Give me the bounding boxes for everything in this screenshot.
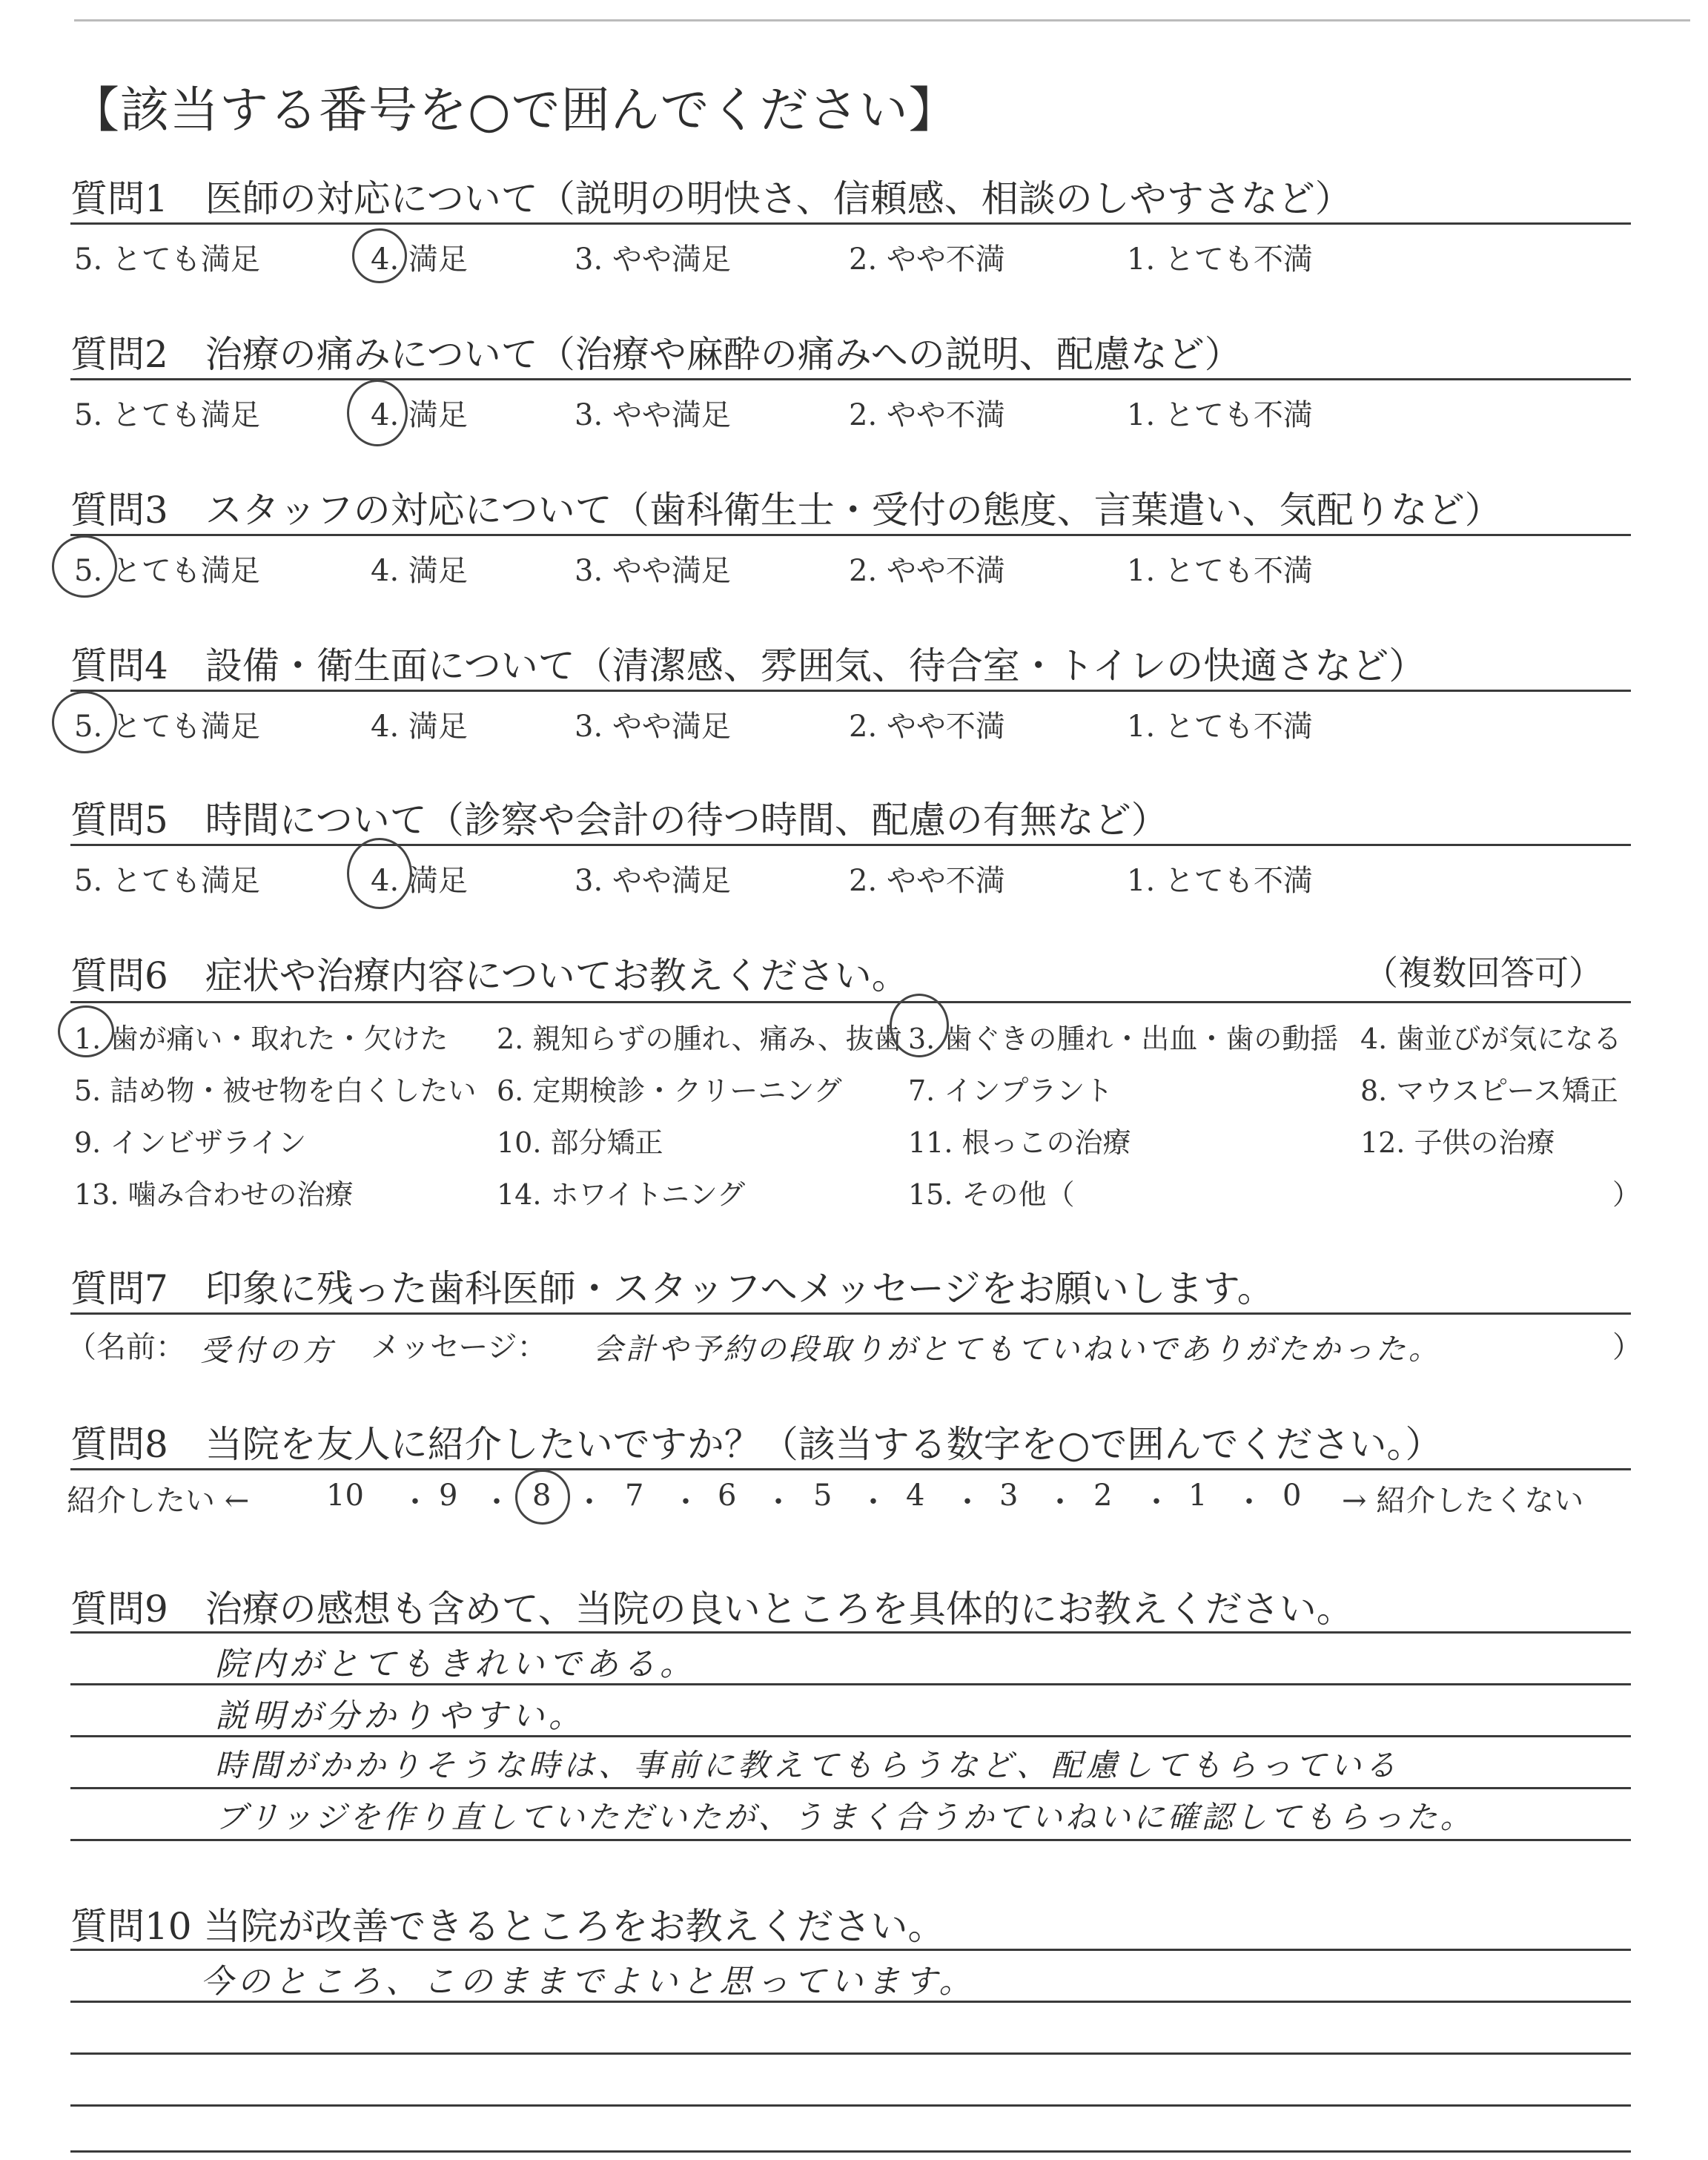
q8-separator: ・ [858,1485,888,1519]
q2-option-1[interactable]: 1. とても不満 [1127,398,1313,432]
q7-close-paren: ） [1612,1330,1642,1364]
q2-option-3[interactable]: 3. やや満足 [575,398,731,432]
q9-rule-1 [70,1631,1631,1634]
q8-separator: ・ [400,1485,430,1519]
q9-answer-line-4[interactable]: ブリッジを作り直していただいたが、うまく合うかていねいに確認してもらった。 [215,1799,1474,1835]
q8-scale-8[interactable]: 8 [532,1479,552,1513]
q8-scale-3[interactable]: 3 [999,1479,1019,1513]
q9-rule-5 [70,1839,1631,1841]
q6-option-13[interactable]: 13. 噛み合わせの治療 [74,1178,354,1211]
q1-title: 質問1 医師の対応について（説明の明快さ、信頼感、相談のしやすさなど） [70,177,1352,220]
q8-scale-4[interactable]: 4 [906,1479,925,1513]
q8-left-label: 紹介したい ← [67,1484,250,1518]
q1-option-1[interactable]: 1. とても不満 [1127,242,1313,277]
q8-scale-7[interactable]: 7 [625,1479,644,1513]
q2-rule [70,378,1631,380]
q10-rule-5 [70,2150,1631,2153]
q8-scale-0[interactable]: 0 [1282,1479,1302,1513]
q8-separator: ・ [1234,1485,1264,1519]
q2-option-4[interactable]: 4. 満足 [371,398,468,432]
q4-option-3[interactable]: 3. やや満足 [575,710,731,744]
q3-title: 質問3 スタッフの対応について（歯科衛生士・受付の態度、言葉遣い、気配りなど） [70,489,1502,532]
q9-answer-line-2[interactable]: 説明が分かりやすい。 [215,1697,586,1735]
q8-scale-10[interactable]: 10 [326,1479,364,1513]
q6-option-12[interactable]: 12. 子供の治療 [1360,1126,1555,1159]
q6-option-7[interactable]: 7. インプラント [908,1074,1113,1107]
q6-rule [70,1001,1631,1003]
q5-title: 質問5 時間について（診察や会計の待つ時間、配慮の有無など） [70,799,1168,842]
page-title: 【該当する番号を○で囲んでください】 [70,82,959,139]
q3-option-3[interactable]: 3. やや満足 [575,554,731,588]
q5-option-3[interactable]: 3. やや満足 [575,864,731,898]
q7-title: 質問7 印象に残った歯科医師・スタッフへメッセージをお願いします。 [70,1267,1274,1310]
q10-rule-1 [70,1949,1631,1951]
q6-title: 質問6 症状や治療内容についてお教えください。 [70,954,909,997]
q4-option-4[interactable]: 4. 満足 [371,710,468,744]
q5-option-2[interactable]: 2. やや不満 [849,864,1005,898]
q8-separator: ・ [482,1485,512,1519]
q2-title: 質問2 治療の痛みについて（治療や麻酔の痛みへの説明、配慮など） [70,333,1242,376]
q8-separator: ・ [671,1485,701,1519]
q4-rule [70,690,1631,692]
q7-name-label: （名前： [67,1330,185,1364]
q8-title: 質問8 当院を友人に紹介したいですか？（該当する数字を○で囲んでください。） [70,1423,1443,1466]
q10-rule-4 [70,2104,1631,2107]
q6-option-2[interactable]: 2. 親知らずの腫れ、痛み、抜歯 [497,1023,902,1055]
q2-option-5[interactable]: 5. とても満足 [74,398,260,432]
q3-option-4[interactable]: 4. 満足 [371,554,468,588]
q5-rule [70,844,1631,846]
q6-option-8[interactable]: 8. マウスピース矯正 [1360,1074,1618,1107]
q5-option-1[interactable]: 1. とても不満 [1127,864,1313,898]
q8-separator: ・ [1045,1485,1075,1519]
q6-option-6[interactable]: 6. 定期検診・クリーニング [497,1074,842,1107]
q8-separator: ・ [1142,1485,1171,1519]
q1-option-2[interactable]: 2. やや不満 [849,242,1005,277]
q6-other-close-paren: ） [1612,1178,1641,1211]
q5-selection-circle [347,838,412,909]
q7-message-value[interactable]: 会計や予約の段取りがとてもていねいでありがたかった。 [593,1332,1441,1367]
q9-title: 質問9 治療の感想も含めて、当院の良いところを具体的にお教えください。 [70,1588,1354,1631]
q3-option-2[interactable]: 2. やや不満 [849,554,1005,588]
q7-rule [70,1312,1631,1315]
q3-option-1[interactable]: 1. とても不満 [1127,554,1313,588]
q5-option-4[interactable]: 4. 満足 [371,864,468,898]
q6-option-10[interactable]: 10. 部分矯正 [497,1126,663,1159]
q6-option-14[interactable]: 14. ホワイトニング [497,1178,746,1211]
q6-selection-circle-1 [58,1005,114,1057]
q10-rule-3 [70,2052,1631,2055]
q8-scale-5[interactable]: 5 [813,1479,833,1513]
q9-rule-4 [70,1787,1631,1789]
q8-selection-circle [515,1470,570,1525]
q8-scale-6[interactable]: 6 [718,1479,737,1513]
q8-separator: ・ [764,1485,793,1519]
q6-option-4[interactable]: 4. 歯並びが気になる [1360,1023,1622,1055]
q4-selection-circle [52,691,117,753]
q6-selection-circle-3 [890,994,949,1057]
q6-option-3[interactable]: 3. 歯ぐきの腫れ・出血・歯の動揺 [908,1023,1339,1055]
q7-name-value[interactable]: 受付の方 [200,1334,337,1368]
q6-option-11[interactable]: 11. 根っこの治療 [908,1126,1131,1159]
q4-option-1[interactable]: 1. とても不満 [1127,710,1313,744]
q3-option-5[interactable]: 5. とても満足 [74,554,260,588]
q6-option-1[interactable]: 1. 歯が痛い・取れた・欠けた [74,1023,448,1055]
q8-right-label: → 紹介したくない [1342,1484,1584,1518]
q8-scale-2[interactable]: 2 [1093,1479,1113,1513]
q3-selection-circle [52,535,117,598]
q6-multiple-answer-note: （複数回答可） [1364,953,1603,993]
q2-selection-circle [347,380,408,446]
q8-rule [70,1468,1631,1470]
q8-scale-9[interactable]: 9 [439,1479,458,1513]
q10-answer-line-1[interactable]: 今のところ、このままでよいと思っています。 [200,1963,976,2001]
q6-option-5[interactable]: 5. 詰め物・被せ物を白くしたい [74,1074,477,1107]
q10-title: 質問10 当院が改善できるところをお教えください。 [70,1905,945,1948]
q1-option-4[interactable]: 4. 満足 [371,242,468,277]
q7-message-label: メッセージ： [371,1330,547,1364]
q4-option-2[interactable]: 2. やや不満 [849,710,1005,744]
q8-separator: ・ [575,1485,604,1519]
q2-option-2[interactable]: 2. やや不満 [849,398,1005,432]
q4-option-5[interactable]: 5. とても満足 [74,710,260,744]
q8-scale-1[interactable]: 1 [1188,1479,1208,1513]
q4-title: 質問4 設備・衛生面について（清潔感、雰囲気、待合室・トイレの快適さなど） [70,644,1426,687]
q8-separator: ・ [953,1485,982,1519]
q9-answer-line-3[interactable]: 時間がかかりそうな時は、事前に教えてもらうなど、配慮してもらっている [215,1747,1400,1783]
q1-rule [70,222,1631,225]
top-border [74,19,1690,22]
q1-option-5[interactable]: 5. とても満足 [74,242,260,277]
q5-option-5[interactable]: 5. とても満足 [74,864,260,898]
q9-answer-line-1[interactable]: 院内がとてもきれいである。 [215,1645,697,1683]
q3-rule [70,534,1631,536]
q1-selection-circle [352,228,407,283]
q6-option-15[interactable]: 15. その他（ [908,1178,1075,1211]
q6-option-9[interactable]: 9. インビザライン [74,1126,307,1159]
q1-option-3[interactable]: 3. やや満足 [575,242,731,277]
